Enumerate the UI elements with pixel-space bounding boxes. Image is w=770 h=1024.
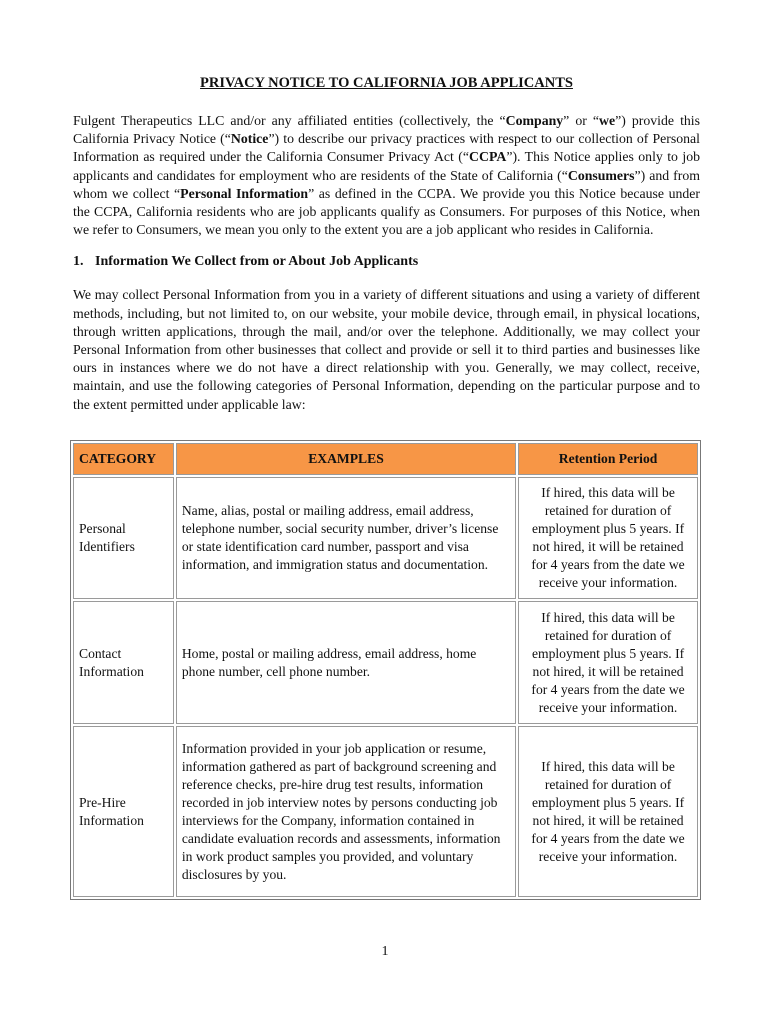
retention-cell: If hired, this data will be retained for duration of employment plus 5 years. If not hired, it will be retained for 4 years from the date we receive your information.: [518, 601, 698, 724]
examples-cell: Home, postal or mailing address, email address, home phone number, cell phone number.: [176, 601, 516, 724]
intro-text: ”) to describe our privacy practices with respect to our collection of Personal Information as required under the California Consumer Privacy Act (“: [73, 131, 700, 165]
defined-term-consumers: Consumers: [567, 167, 635, 183]
defined-term-we: we: [599, 113, 616, 128]
document-title: PRIVACY NOTICE TO CALIFORNIA JOB APPLICANTS: [200, 75, 573, 91]
defined-term-company: Company: [505, 113, 564, 128]
document-page: [73, 74, 700, 414]
intro-text: Fulgent Therapeutics LLC and/or any affiliated entities (collectively, the “: [73, 113, 506, 128]
examples-cell: Name, alias, postal or mailing address, email address, telephone number, social security number, driver’s license or state identification card number, passport and visa information, and immigration status and documentation.: [176, 477, 516, 599]
personal-information-table: [70, 440, 701, 900]
intro-text: ”) and from whom we collect “: [73, 167, 701, 201]
header-category: CATEGORY: [73, 443, 174, 475]
header-retention-period: Retention Period: [518, 443, 698, 475]
defined-term-personal-information: Personal Information: [180, 185, 309, 201]
section-1-paragraph: We may collect Personal Information from you in a variety of different situations and using a variety of different methods, including, but not limited to, on our website, your mobile device, through email, in physical locations, through written applications, through the mail, and/or over the telephone. Additionally, we may collect your Personal Information from other businesses that collect and provide or sell it to third parties and businesses like ours in instances where we do not have a direct relationship with you. Generally, we may collect, receive, maintain, and use the following categories of Personal Information, depending on the particular purpose and to the extent permitted under applicable law:: [73, 287, 700, 412]
page-number: 1: [381, 944, 389, 959]
category-cell: Contact Information: [73, 601, 174, 724]
intro-text: ” as defined in the CCPA. We provide you this Notice because under the CCPA, California residents who are job applicants qualify as Consumers. For purposes of this Notice, when we refer to Consumers, we mean you only to the extent you are a job applicant who resides in California.: [73, 185, 700, 238]
table-row: [73, 601, 698, 724]
section-number: 1.: [73, 254, 84, 270]
retention-cell: If hired, this data will be retained for duration of employment plus 5 years. If not hired, it will be retained for 4 years from the date we receive your information.: [518, 726, 698, 897]
intro-text: ”) provide this California Privacy Notice (“: [73, 113, 700, 147]
intro-paragraph: [73, 112, 700, 239]
section-1-heading: [73, 253, 700, 271]
retention-cell: If hired, this data will be retained for duration of employment plus 5 years. If not hired, it will be retained for 4 years from the date we receive your information.: [518, 477, 698, 599]
table-row: [73, 477, 698, 599]
defined-term-ccpa: CCPA: [469, 149, 507, 165]
category-cell: Pre-Hire Information: [73, 726, 174, 897]
category-cell: Personal Identifiers: [73, 477, 174, 599]
intro-text: ” or “: [563, 113, 600, 128]
table-row: [73, 726, 698, 897]
table-header-row: [73, 443, 698, 475]
header-examples: EXAMPLES: [176, 443, 516, 475]
examples-cell: Information provided in your job application or resume, information gathered as part of background screening and reference checks, pre-hire drug test results, information recorded in job interview notes by persons conducting job interviews for the Company, information contained in candidate evaluation records and assessments, information in work product samples you provided, and voluntary disclosures by you.: [176, 726, 516, 897]
section-title: Information We Collect from or About Job Applicants: [95, 254, 419, 270]
intro-text: ”). This Notice applies only to job applicants and candidates for employment who are residents of the State of California (“: [73, 149, 701, 183]
defined-term-notice: Notice: [230, 131, 269, 147]
